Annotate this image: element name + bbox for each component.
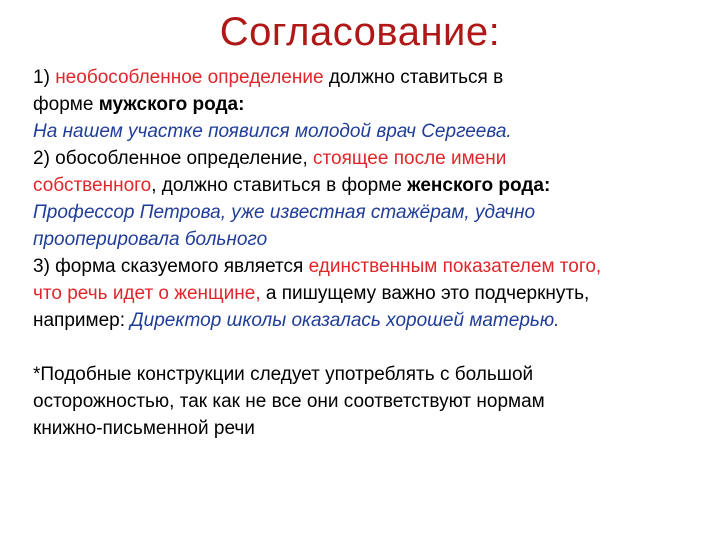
item1-example: На нашем участке появился молодой врач Сергеева. [33, 121, 512, 142]
item3-highlight-a: единственным показателем того, [308, 256, 602, 277]
item3-text-a: 3) форма сказуемого является [33, 256, 309, 277]
slide-body [33, 64, 713, 442]
item1-text-b: форме [33, 94, 99, 115]
item3-highlight-b: что речь идет о женщине, [33, 283, 261, 304]
item1-line2 [33, 91, 713, 118]
item2-example-a: Профессор Петрова, уже известная стажёрам, удачно [33, 202, 536, 223]
item2-text-b: , должно ставиться в форме [151, 175, 408, 196]
item2-colon: : [543, 175, 551, 196]
note-line2: осторожностью, так как не все они соответствуют нормам [33, 391, 545, 412]
item1-colon: : [238, 94, 245, 115]
item2-line2 [33, 172, 713, 199]
item1-text-a: должно ставиться в [323, 67, 504, 88]
item3-line2 [33, 280, 713, 307]
item2-example-b: прооперировала больного [33, 229, 268, 250]
item2-bold: женского рода [407, 175, 544, 196]
item3-text-b: а пишущему важно это подчеркнуть, [260, 283, 590, 304]
spacer [33, 334, 713, 361]
item3-text-c: например: [33, 310, 131, 331]
item1-number: 1) [33, 67, 56, 88]
item3-line1 [33, 253, 713, 280]
item2-highlight-b: собственного [33, 175, 152, 196]
item3-example: Директор школы оказалась хорошей матерью. [130, 310, 560, 331]
item1-highlight: необособленное определение [55, 67, 324, 88]
item2-highlight-a: стоящее после имени [313, 148, 507, 169]
slide-title: Согласование: [219, 10, 501, 54]
item3-line3 [33, 307, 713, 334]
item1-line1 [33, 64, 713, 91]
note-line1: *Подобные конструкции следует употреблять с большой [33, 364, 534, 385]
note-line3: книжно-письменной речи [33, 418, 255, 439]
item1-bold: мужского рода [98, 94, 239, 115]
item2-line1 [33, 145, 713, 172]
item2-text-a: 2) обособленное определение, [33, 148, 314, 169]
